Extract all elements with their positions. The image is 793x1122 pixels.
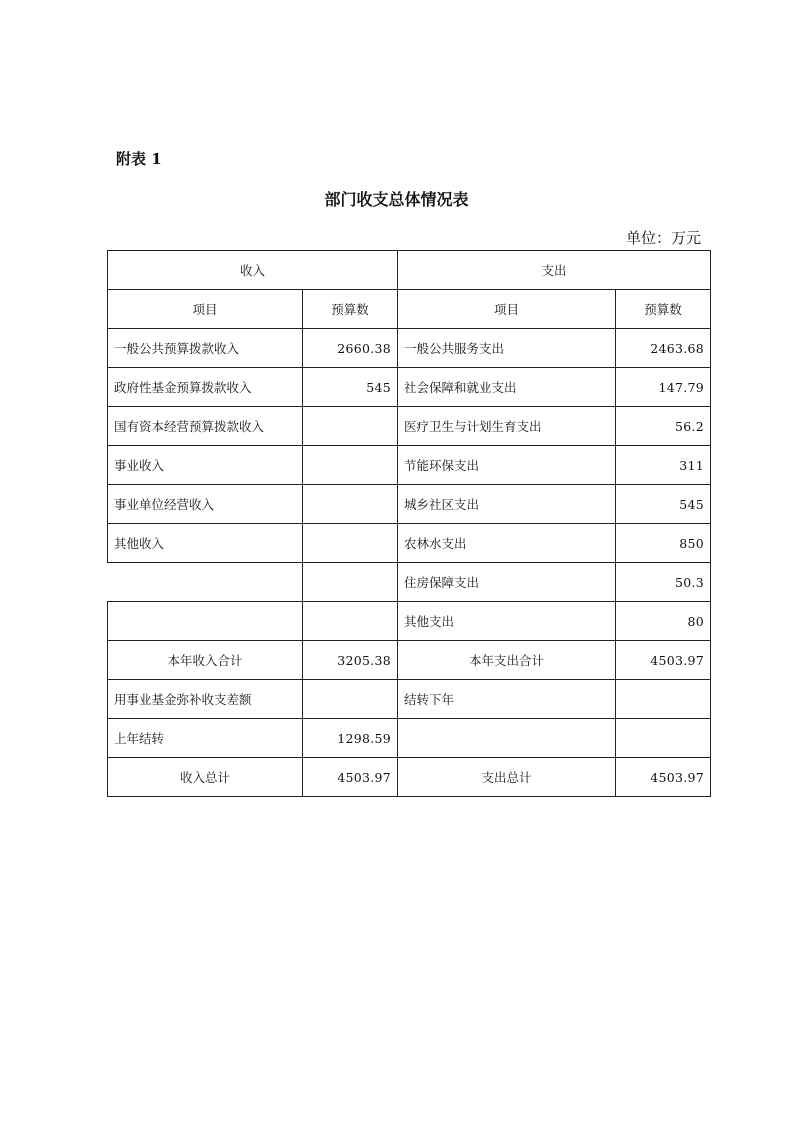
expense-item: 节能环保支出: [398, 446, 616, 485]
table-row: [108, 680, 711, 719]
income-value: [303, 485, 398, 524]
year-total-row: [108, 641, 711, 680]
expense-item: 其他支出: [398, 602, 616, 641]
table-row: [108, 602, 711, 641]
income-item-header: 项目: [108, 290, 303, 329]
year-expense-total-value: 4503.97: [616, 641, 711, 680]
table-row: [108, 485, 711, 524]
expense-budget-header: 预算数: [616, 290, 711, 329]
expense-value: 2463.68: [616, 329, 711, 368]
income-item: 国有资本经营预算拨款收入: [108, 407, 303, 446]
table-row: [108, 719, 711, 758]
fund-offset-value: [303, 680, 398, 719]
income-item: 事业收入: [108, 446, 303, 485]
carry-forward-value: [616, 680, 711, 719]
income-grand-total-label: 收入总计: [108, 758, 303, 797]
income-value: 2660.38: [303, 329, 398, 368]
table-row: [108, 563, 711, 602]
expense-item: 医疗卫生与计划生育支出: [398, 407, 616, 446]
expense-value: 311: [616, 446, 711, 485]
fund-offset-label: 用事业基金弥补收支差额: [108, 680, 303, 719]
income-grand-total-value: 4503.97: [303, 758, 398, 797]
income-value: [303, 524, 398, 563]
income-item: [108, 563, 303, 602]
income-item: 其他收入: [108, 524, 303, 563]
income-item: 一般公共预算拨款收入: [108, 329, 303, 368]
expense-item: 社会保障和就业支出: [398, 368, 616, 407]
page-title: 部门收支总体情况表: [324, 190, 469, 209]
income-item: 政府性基金预算拨款收入: [108, 368, 303, 407]
income-item: [108, 602, 303, 641]
income-value: [303, 602, 398, 641]
expense-value: 850: [616, 524, 711, 563]
empty-cell: [398, 719, 616, 758]
expense-item: 农林水支出: [398, 524, 616, 563]
table-row: [108, 407, 711, 446]
expense-item: 一般公共服务支出: [398, 329, 616, 368]
prev-year-label: 上年结转: [108, 719, 303, 758]
expense-value: 545: [616, 485, 711, 524]
expense-item-header: 项目: [398, 290, 616, 329]
table-row: [108, 524, 711, 563]
grand-total-row: [108, 758, 711, 797]
unit-label: 单位：万元: [625, 229, 701, 247]
income-item: 事业单位经营收入: [108, 485, 303, 524]
income-value: 545: [303, 368, 398, 407]
income-value: [303, 407, 398, 446]
table-row: [108, 329, 711, 368]
income-value: [303, 446, 398, 485]
appendix-label: 附表 1: [116, 150, 162, 168]
expense-header: 支出: [398, 251, 711, 290]
expense-item: 住房保障支出: [398, 563, 616, 602]
table-row: [108, 368, 711, 407]
expense-value: 147.79: [616, 368, 711, 407]
empty-cell: [616, 719, 711, 758]
carry-forward-label: 结转下年: [398, 680, 616, 719]
income-header: 收入: [108, 251, 398, 290]
expense-item: 城乡社区支出: [398, 485, 616, 524]
year-income-total-value: 3205.38: [303, 641, 398, 680]
year-expense-total-label: 本年支出合计: [398, 641, 616, 680]
prev-year-value: 1298.59: [303, 719, 398, 758]
column-header-row: [108, 290, 711, 329]
expense-grand-total-label: 支出总计: [398, 758, 616, 797]
expense-value: 80: [616, 602, 711, 641]
income-value: [303, 563, 398, 602]
budget-table: [107, 250, 711, 797]
expense-value: 50.3: [616, 563, 711, 602]
section-header-row: [108, 251, 711, 290]
income-budget-header: 预算数: [303, 290, 398, 329]
year-income-total-label: 本年收入合计: [108, 641, 303, 680]
expense-value: 56.2: [616, 407, 711, 446]
expense-grand-total-value: 4503.97: [616, 758, 711, 797]
table-row: [108, 446, 711, 485]
